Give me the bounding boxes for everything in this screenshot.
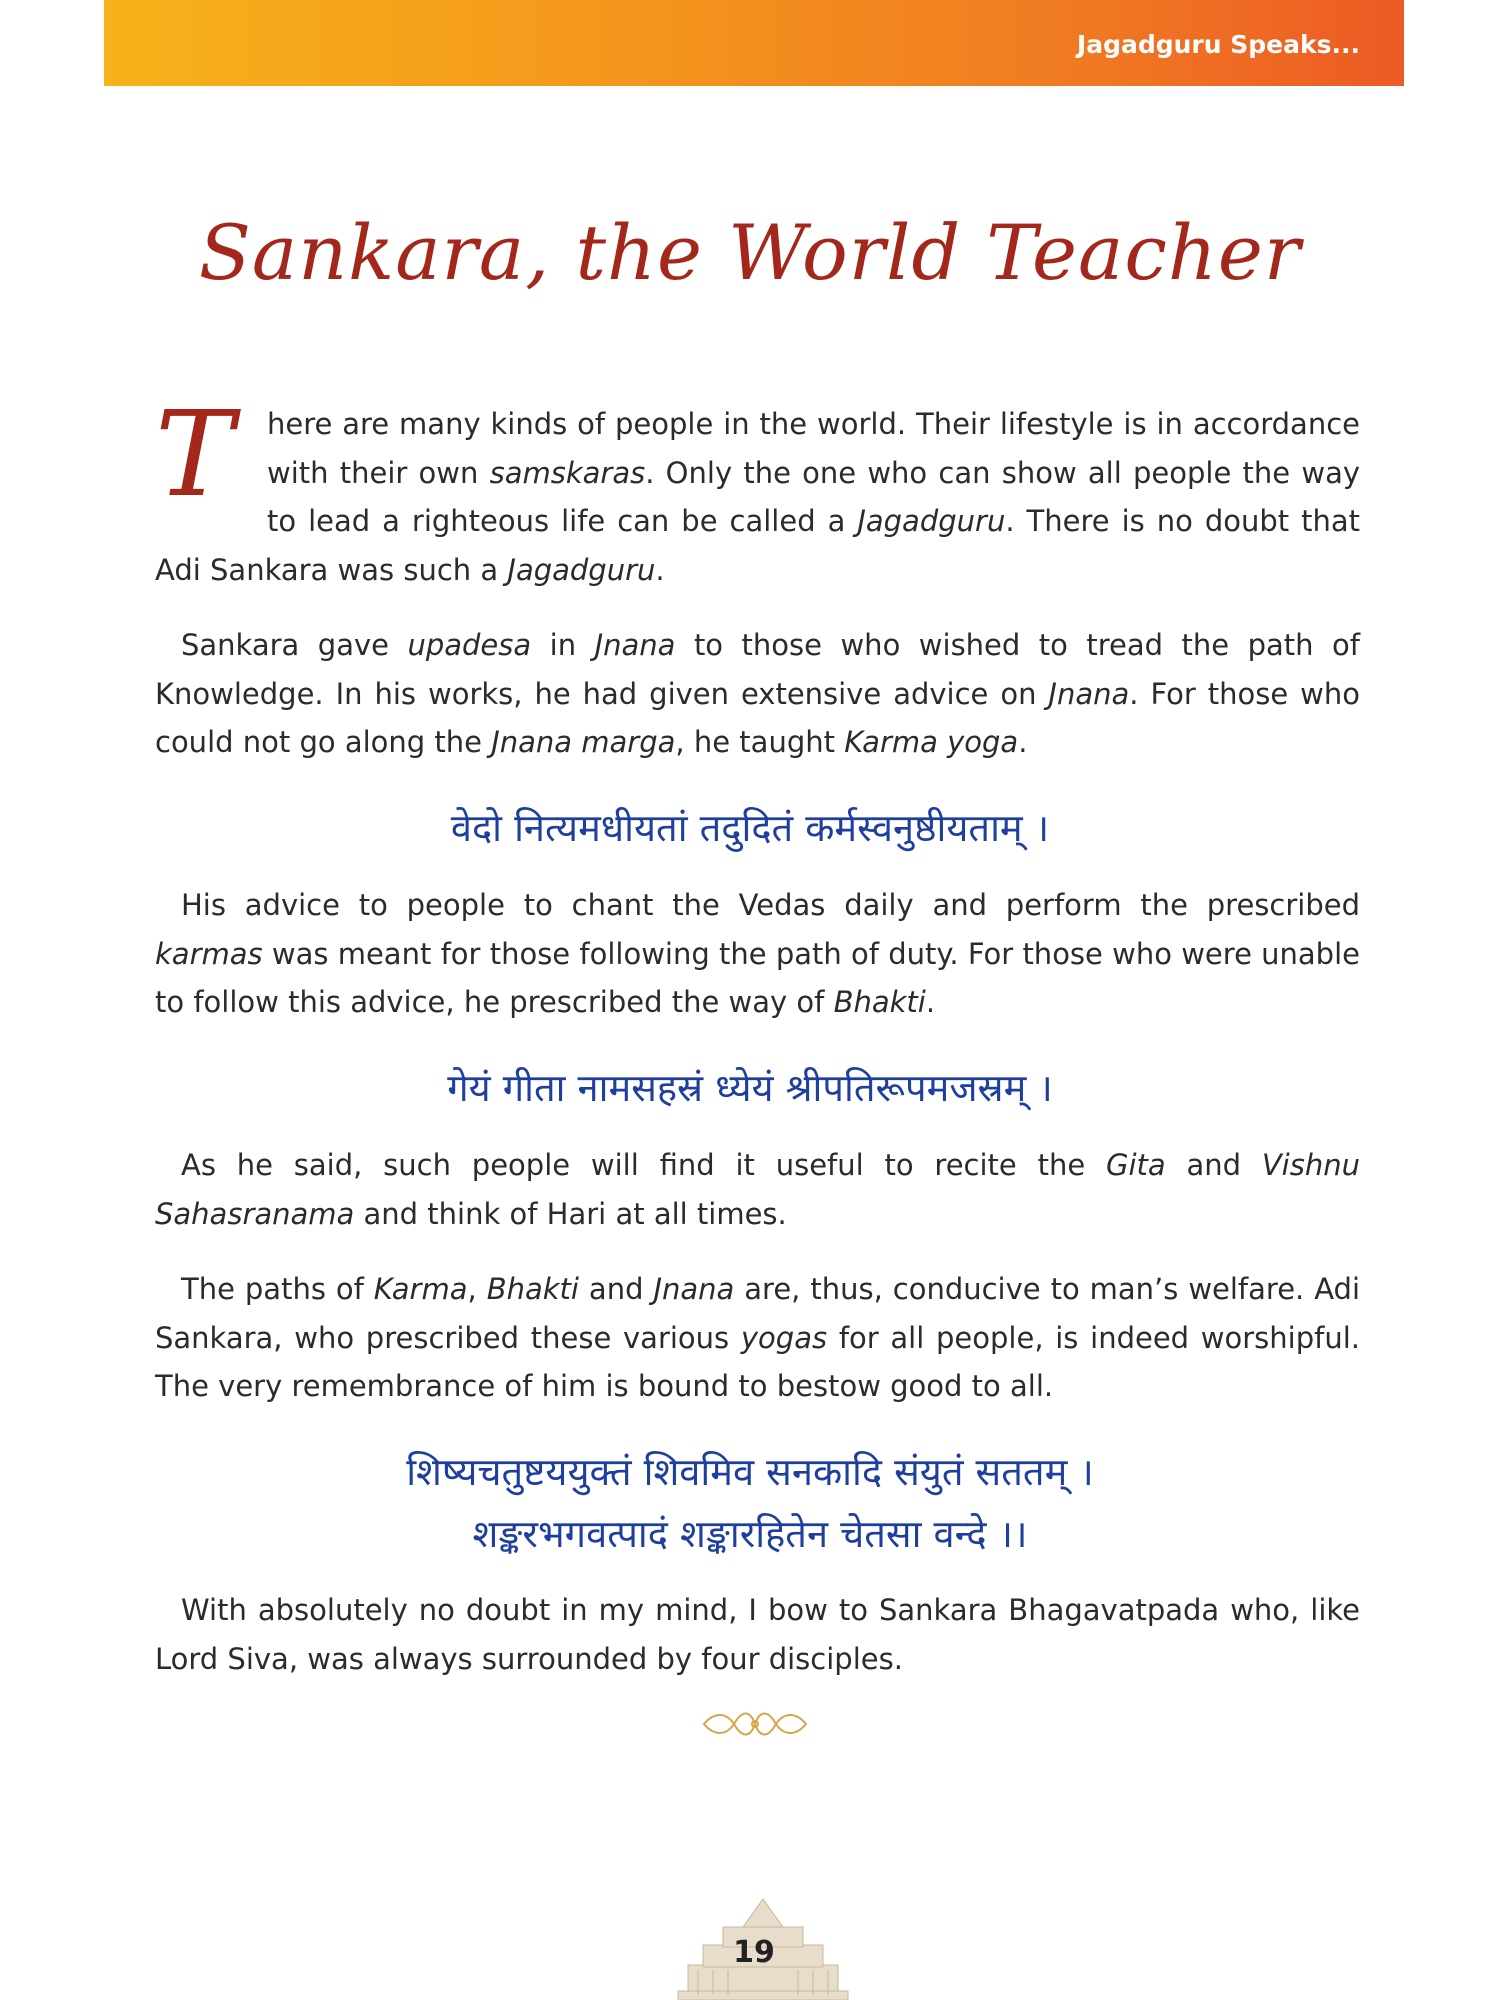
italic-term: upadesa [407,628,532,662]
text-run: for all people, is indeed worshipful. The very remembrance of him is bound to bestow good to all. [155,1320,1360,1403]
text-run: The paths of [181,1272,374,1306]
page-number: 19 [733,1935,775,1970]
italic-term: karmas [155,936,263,971]
italic-term: Jagadguru [507,552,656,587]
text-run: in [531,628,595,662]
italic-term: Jagadguru [857,504,1006,538]
paragraph-1 [155,385,1361,594]
text-run: His advice to people to chant the Vedas daily and perform the prescribed [181,888,1360,922]
text-run: With absolutely no doubt in my mind, I bow to Sankara Bhagavatpada who, like Lord Siva, was always surrounded by four disciples. [155,1593,1360,1676]
text-run: Sankara gave [181,628,408,662]
italic-term: Gita [1105,1148,1166,1182]
italic-term: Jnana [594,628,676,662]
italic-term: Karma yoga [844,725,1019,759]
italic-term: Vishnu Sahasranama [155,1148,1360,1231]
sanskrit-verse-3-line-2: शङ्करभगवत्पादं शङ्कारहितेन चेतसा वन्दे ।। [472,1512,1028,1556]
running-title: Jagadguru Speaks... [1076,30,1360,59]
paragraph-2 [155,621,1360,767]
text-run: . [1018,725,1028,759]
text-run: and think of Hari at all times. [354,1196,787,1231]
italic-term: Karma [373,1272,468,1306]
sanskrit-verse-1: वेदो नित्यमधीयतां तदुदितं कर्मस्वनुष्ठीयताम् । [450,806,1050,850]
text-run: , [467,1272,487,1306]
header-bar [104,0,1404,86]
sanskrit-verse-2: गेयं गीता नामसहस्रं ध्येयं श्रीपतिरूपमजस्रम् । [447,1066,1053,1110]
paragraph-4 [155,1141,1360,1238]
text-run: are, thus, conducive to man’s welfare. Adi Sankara, who prescribed these various [155,1272,1361,1355]
text-run: here are many kinds of people in the world. Their lifestyle is in accordance with their own [267,407,1360,490]
paragraph-3 [155,881,1360,1027]
text-run: and [578,1272,654,1306]
italic-term: Jnana marga [491,725,676,759]
italic-term: samskaras [489,455,646,490]
text-run: . [655,552,665,587]
text-run: . Only the one who can show all people the way to lead a righteous life can be called a [267,455,1361,538]
text-run: As he said, such people will find it useful to recite the [181,1148,1106,1182]
text-run: and [1165,1148,1262,1182]
text-run: . For those who could not go along the [155,676,1360,759]
text-run: to those who wished to tread the path of Knowledge. In his works, he had given extensive advice on [155,628,1360,711]
italic-term: Bhakti [833,985,926,1019]
drop-cap: T [155,385,234,523]
paragraph-6 [155,1586,1360,1683]
text-run: . There is no doubt that Adi Sankara was such a [155,504,1360,587]
paragraph-5 [155,1265,1360,1411]
page-title: Sankara, the World Teacher [198,208,1302,297]
italic-term: yogas [740,1320,828,1355]
italic-term: Jnana [653,1272,735,1306]
scroll-flourish-icon [700,1706,810,1742]
text-run: , he taught [675,725,845,759]
italic-term: Jnana [1048,676,1130,711]
sanskrit-verse-3-line-1: शिष्यचतुष्टययुक्तं शिवमिव सनकादि संयुतं सततम् । [406,1450,1094,1494]
text-run: was meant for those following the path of duty. For those who were unable to follow this advice, he prescribed the way of [155,936,1360,1019]
italic-term: Bhakti [486,1272,579,1306]
text-run: . [925,985,936,1019]
